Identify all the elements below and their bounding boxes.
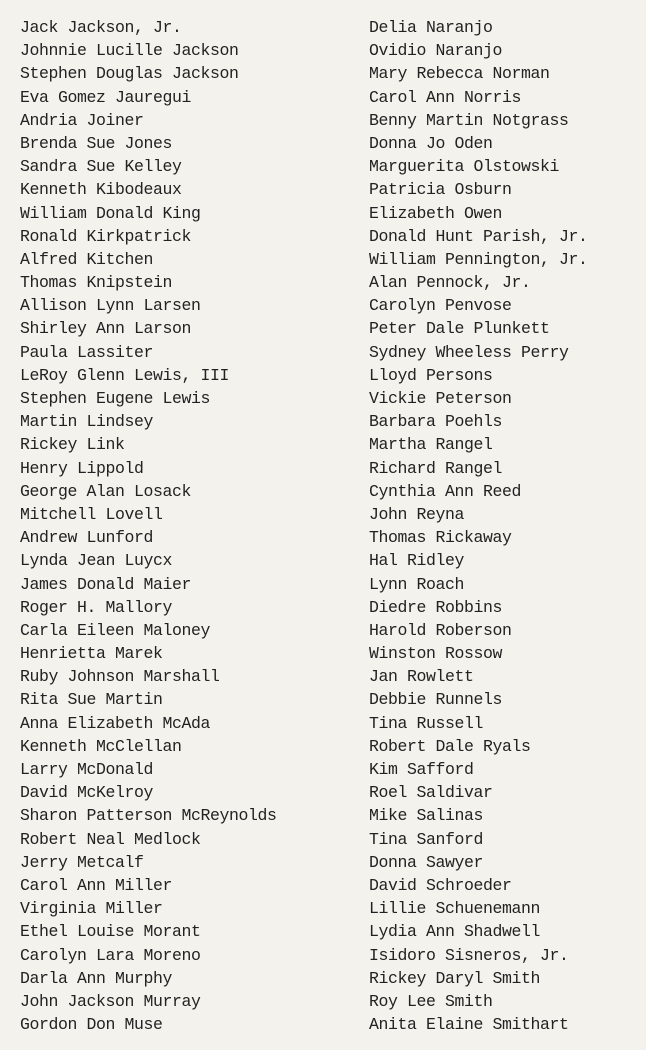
name-entry: Jack Jackson, Jr. [20, 18, 182, 37]
name-entry: Peter Dale Plunkett [369, 319, 550, 339]
name-entry: Donna Sawyer [369, 852, 484, 872]
name-entry: Roy Lee Smith [369, 991, 493, 1011]
name-entry: Sandra Sue Kelley [20, 157, 182, 177]
name-entry: Lynn Roach [369, 574, 465, 594]
name-entry: Isidoro Sisneros, Jr. [369, 945, 569, 965]
name-entry: John Jackson Murray [20, 991, 201, 1011]
name-entry: Allison Lynn Larsen [20, 296, 201, 316]
name-entry: Carla Eileen Maloney [20, 620, 211, 640]
name-entry: Darla Ann Murphy [20, 968, 173, 988]
name-entry: Virginia Miller [20, 899, 163, 919]
name-entry: Stephen Douglas Jackson [20, 64, 239, 84]
name-entry: Barbara Poehls [369, 412, 503, 432]
name-entry: Ethel Louise Morant [20, 922, 201, 942]
name-entry: Brenda Sue Jones [20, 133, 173, 153]
name-entry: Hal Ridley [369, 551, 465, 571]
name-entry: David Schroeder [369, 875, 512, 895]
name-entry: Jerry Metcalf [20, 852, 144, 872]
name-entry: Debbie Runnels [369, 690, 503, 710]
name-entry: Larry McDonald [20, 760, 154, 779]
name-entry: Carol Ann Miller [20, 875, 173, 895]
name-entry: Delia Naranjo [369, 18, 493, 37]
name-entry: Sharon Patterson McReynolds [20, 806, 277, 826]
left-name-column [20, 16, 350, 1036]
name-entry: Harold Roberson [369, 620, 512, 640]
name-entry: Ruby Johnson Marshall [20, 667, 220, 687]
name-entry: Elizabeth Owen [369, 203, 503, 223]
name-entry: Carolyn Lara Moreno [20, 945, 201, 965]
name-entry: Marguerita Olstowski [369, 157, 560, 177]
name-entry: Shirley Ann Larson [20, 319, 192, 339]
name-entry: Sydney Wheeless Perry [369, 342, 569, 362]
name-entry: Tina Russell [369, 713, 484, 733]
name-entry: Paula Lassiter [20, 342, 154, 362]
name-entry: Robert Neal Medlock [20, 829, 201, 849]
name-entry: Mary Rebecca Norman [369, 64, 550, 84]
name-entry: Henrietta Marek [20, 644, 163, 664]
name-entry: Andrew Lunford [20, 528, 154, 548]
name-entry: Lillie Schuenemann [369, 899, 541, 919]
name-entry: Mitchell Lovell [20, 504, 163, 524]
name-entry: Tina Sanford [369, 829, 484, 849]
name-entry: John Reyna [369, 504, 465, 524]
name-entry: Donald Hunt Parish, Jr. [369, 226, 588, 246]
name-entry: William Donald King [20, 203, 201, 223]
name-entry: Henry Lippold [20, 458, 144, 478]
right-name-column [369, 16, 644, 1036]
name-entry: Anita Elaine Smithart [369, 1015, 569, 1035]
name-entry: Thomas Knipstein [20, 273, 173, 293]
name-entry: Thomas Rickaway [369, 528, 512, 548]
name-entry: Kim Safford [369, 760, 474, 779]
name-entry: Donna Jo Oden [369, 133, 493, 153]
name-entry: Benny Martin Notgrass [369, 110, 569, 130]
name-entry: Rickey Daryl Smith [369, 968, 541, 988]
name-entry: Eva Gomez Jauregui [20, 87, 192, 107]
name-entry: Patricia Osburn [369, 180, 512, 200]
name-entry: Kenneth Kibodeaux [20, 180, 182, 200]
name-entry: Winston Rossow [369, 644, 503, 664]
name-entry: Lloyd Persons [369, 365, 493, 385]
name-entry: Lynda Jean Luycx [20, 551, 173, 571]
name-entry: Roel Saldivar [369, 783, 493, 803]
name-entry: Diedre Robbins [369, 597, 503, 617]
name-entry: Rickey Link [20, 435, 125, 455]
name-entry: Stephen Eugene Lewis [20, 389, 211, 408]
name-entry: Martin Lindsey [20, 412, 154, 432]
name-entry: Richard Rangel [369, 458, 503, 478]
name-entry: David McKelroy [20, 783, 154, 803]
name-entry: LeRoy Glenn Lewis, III [20, 365, 230, 385]
name-entry: Cynthia Ann Reed [369, 481, 522, 501]
name-entry: George Alan Losack [20, 481, 192, 501]
name-entry: Carolyn Penvose [369, 296, 512, 316]
name-entry: Alfred Kitchen [20, 249, 154, 269]
name-entry: Jan Rowlett [369, 667, 474, 687]
name-entry: Martha Rangel [369, 435, 493, 455]
name-entry: Carol Ann Norris [369, 87, 522, 107]
name-entry: Anna Elizabeth McAda [20, 713, 211, 733]
name-entry: Johnnie Lucille Jackson [20, 41, 239, 61]
name-entry: Robert Dale Ryals [369, 736, 531, 756]
name-entry: Roger H. Mallory [20, 597, 173, 617]
name-entry: Vickie Peterson [369, 389, 512, 408]
name-entry: Kenneth McClellan [20, 736, 182, 756]
name-entry: Lydia Ann Shadwell [369, 922, 541, 942]
name-entry: Andria Joiner [20, 110, 144, 130]
name-entry: William Pennington, Jr. [369, 249, 588, 269]
name-entry: James Donald Maier [20, 574, 192, 594]
name-entry: Alan Pennock, Jr. [369, 273, 531, 293]
name-entry: Mike Salinas [369, 806, 484, 826]
name-entry: Gordon Don Muse [20, 1015, 163, 1035]
name-entry: Ovidio Naranjo [369, 41, 503, 61]
name-entry: Rita Sue Martin [20, 690, 163, 710]
name-entry: Ronald Kirkpatrick [20, 226, 192, 246]
